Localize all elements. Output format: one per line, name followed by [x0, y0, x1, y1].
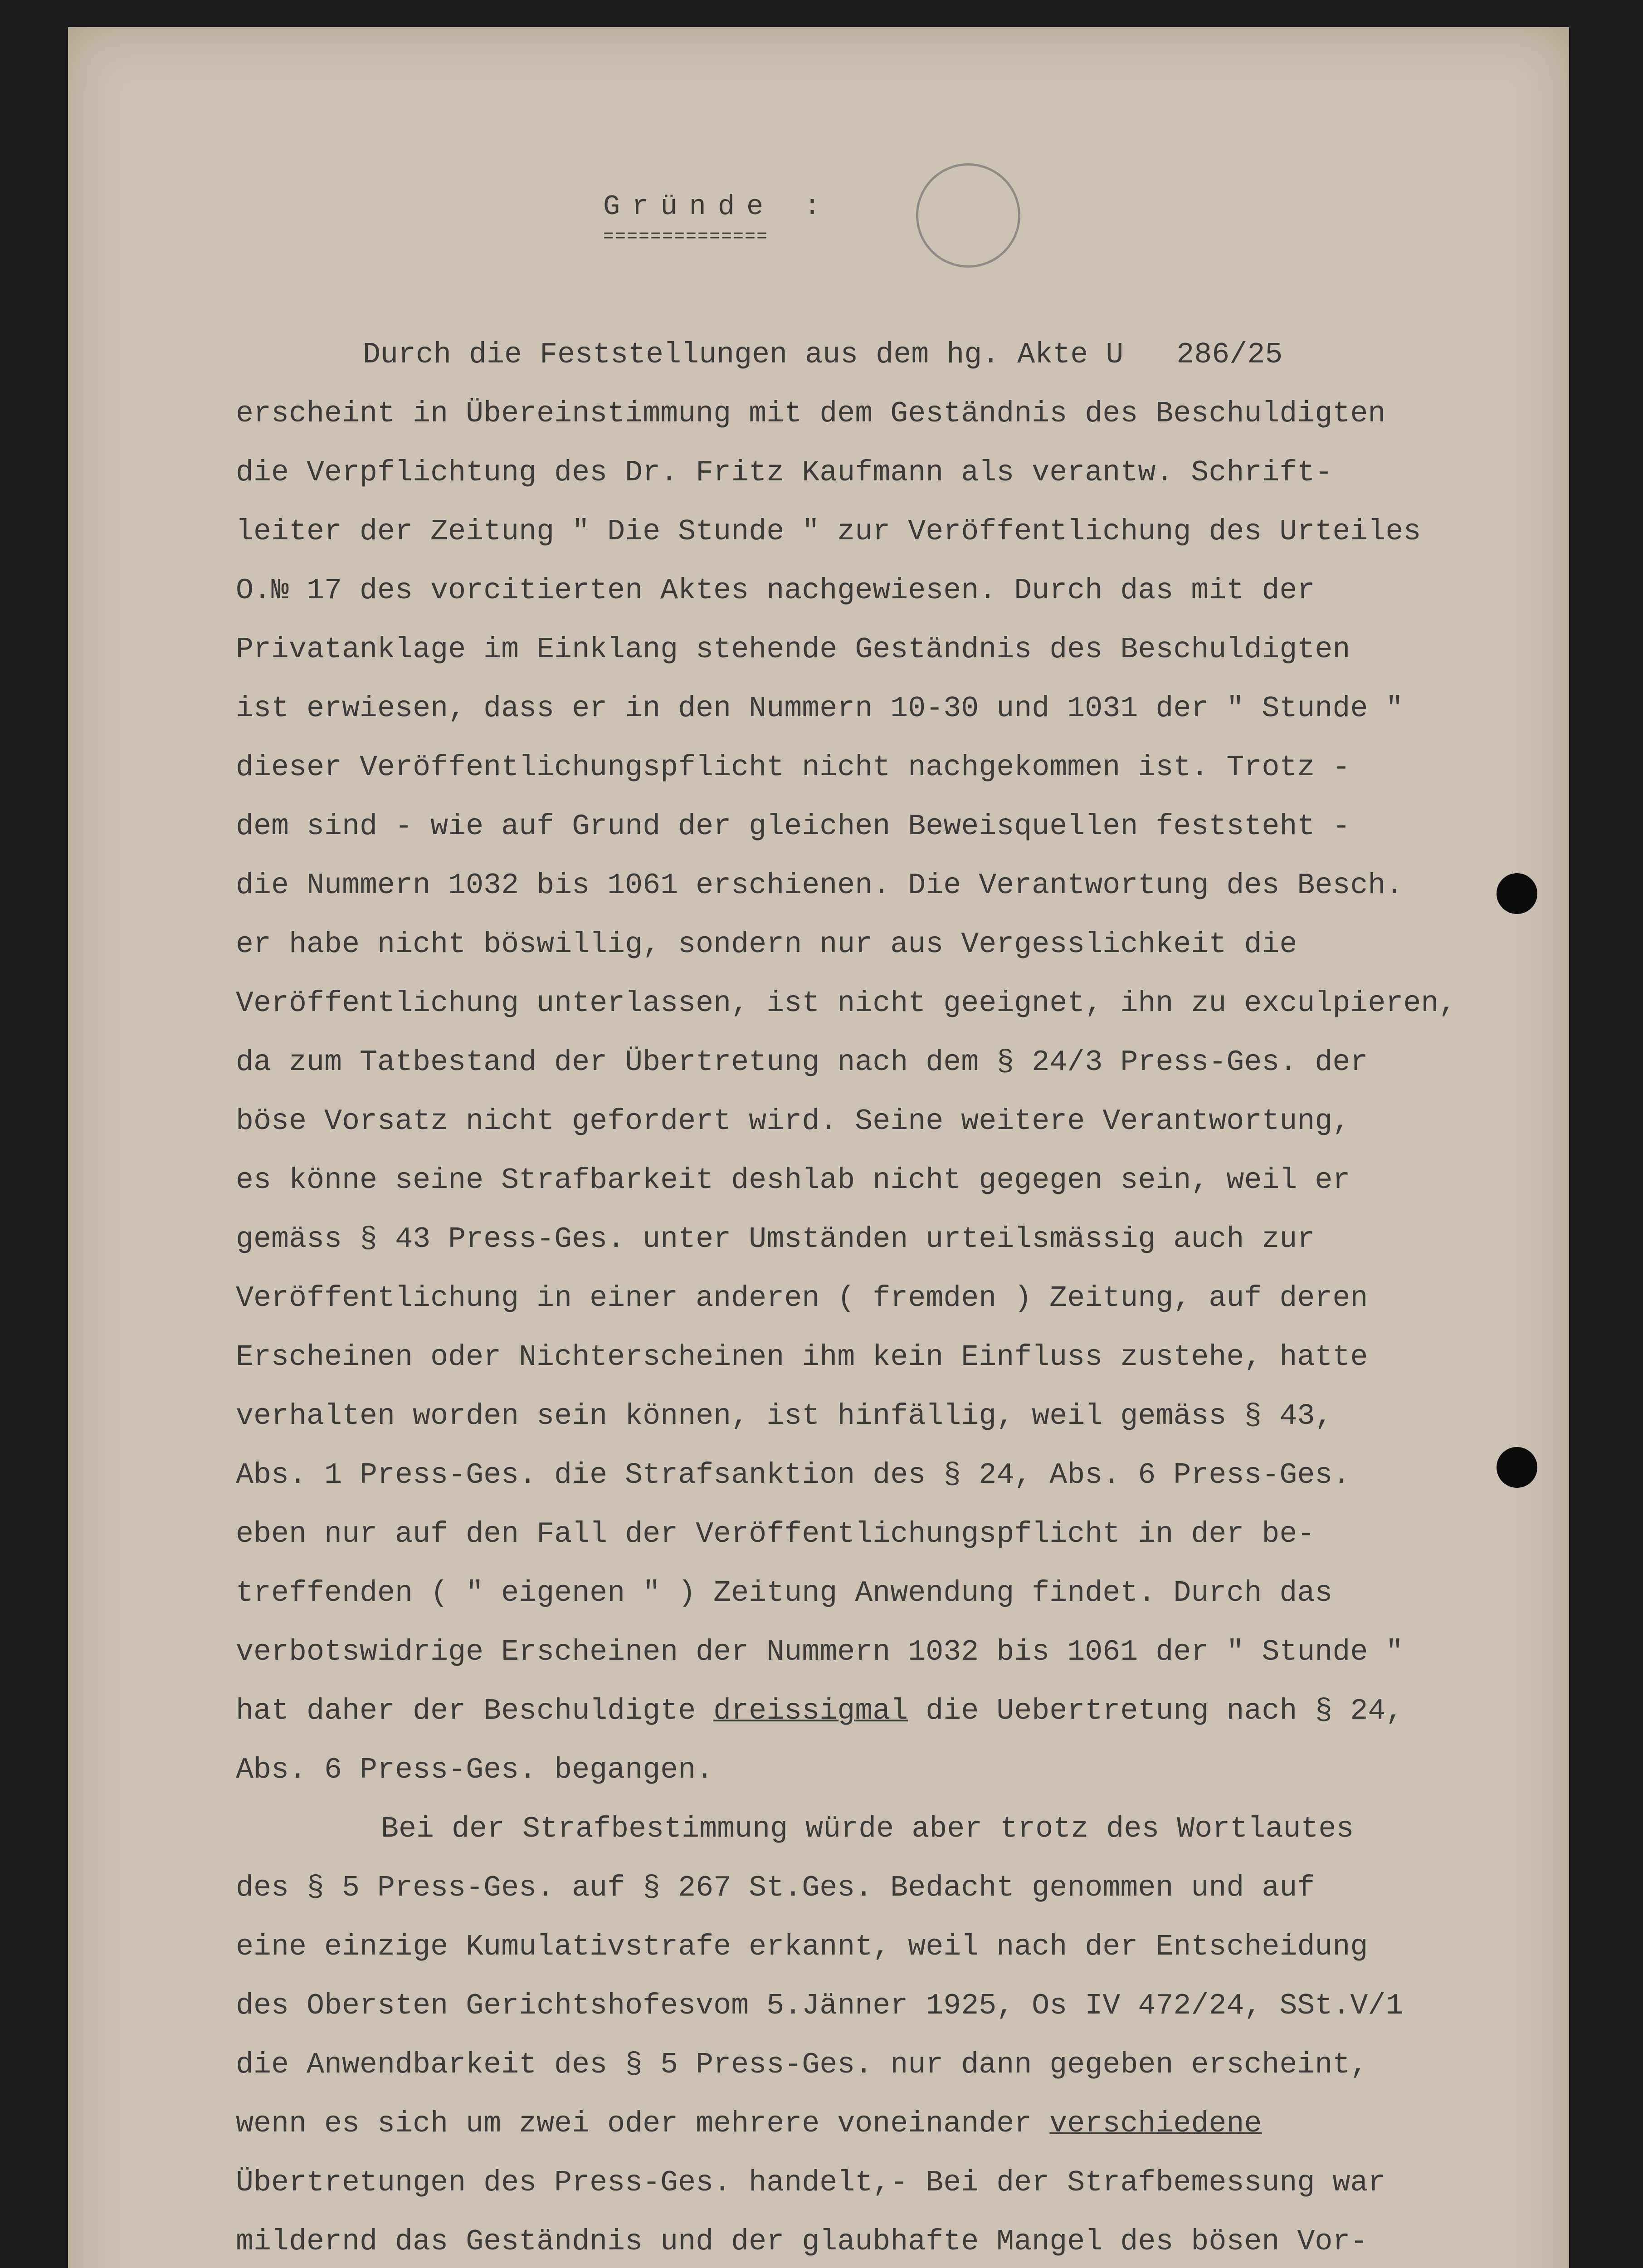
text-line: gemäss § 43 Press-Ges. unter Umständen urteilsmässig auch zur [236, 1222, 1315, 1256]
text-line: Erscheinen oder Nichterscheinen ihm kein Einfluss zustehe, hatte [236, 1340, 1368, 1374]
text-line: eine einzige Kumulativstrafe erkannt, weil nach der Entscheidung [236, 1930, 1368, 1964]
text-line: O.№ 17 des vorcitierten Aktes nachgewiesen. Durch das mit der [236, 574, 1315, 607]
text-line: des Obersten Gerichtshofesvom 5.Jänner 1925, Os IV 472/24, SSt.V/1 [236, 1989, 1404, 2023]
text-line: er habe nicht böswillig, sondern nur aus Vergesslichkeit die [236, 928, 1297, 961]
punch-hole [1497, 1447, 1537, 1488]
text-line: Privatanklage im Einklang stehende Geständnis des Beschuldigten [236, 633, 1350, 666]
underlined-word: verschiedene [1049, 2107, 1262, 2141]
text-line: Durch die Feststellungen aus dem hg. Akte U 286/25 [363, 338, 1283, 371]
text-line: verhalten worden sein können, ist hinfällig, weil gemäss § 43, [236, 1399, 1333, 1433]
text-line: des § 5 Press-Ges. auf § 267 St.Ges. Bedacht genommen und auf [236, 1871, 1315, 1905]
document-title: Gründe : [603, 191, 833, 223]
round-ink-stamp [916, 163, 1020, 268]
text-line: eben nur auf den Fall der Veröffentlichungspflicht in der be- [236, 1517, 1315, 1551]
text-line: Abs. 6 Press-Ges. begangen. [236, 1753, 714, 1787]
underlined-word: dreissigmal [713, 1694, 908, 1728]
text-line: leiter der Zeitung " Die Stunde " zur Veröffentlichung des Urteiles [236, 515, 1421, 548]
text-line: Übertretungen des Press-Ges. handelt,- Bei der Strafbemessung war [236, 2166, 1386, 2200]
text-line: erscheint in Übereinstimmung mit dem Geständnis des Beschuldigten [236, 397, 1386, 430]
text-line: Veröffentlichung in einer anderen ( fremden ) Zeitung, auf deren [236, 1281, 1368, 1315]
text-line: Bei der Strafbestimmung würde aber trotz des Wortlautes [381, 1812, 1354, 1846]
text-line: Veröffentlichung unterlassen, ist nicht geeignet, ihn zu exculpieren, [236, 987, 1457, 1020]
text-line: dem sind - wie auf Grund der gleichen Beweisquellen feststeht - [236, 810, 1350, 843]
text-line: die Verpflichtung des Dr. Fritz Kaufmann als verantw. Schrift- [236, 456, 1333, 489]
text-line: es könne seine Strafbarkeit deshlab nicht gegegen sein, weil er [236, 1163, 1350, 1197]
text-line: da zum Tatbestand der Übertretung nach dem § 24/3 Press-Ges. der [236, 1046, 1368, 1079]
punch-hole [1497, 873, 1537, 914]
text-line: böse Vorsatz nicht gefordert wird. Seine weitere Verantwortung, [236, 1105, 1350, 1138]
text-line: hat daher der Beschuldigte dreissigmal die Uebertretung nach § 24, [236, 1694, 1404, 1728]
text-line: wenn es sich um zwei oder mehrere voneinander verschiedene [236, 2107, 1262, 2141]
text-line: Abs. 1 Press-Ges. die Strafsanktion des § 24, Abs. 6 Press-Ges. [236, 1458, 1350, 1492]
document-page [68, 27, 1569, 2268]
text-line: ist erwiesen, dass er in den Nummern 10-30 und 1031 der " Stunde " [236, 692, 1404, 725]
text-line: die Nummern 1032 bis 1061 erschienen. Die Verantwortung des Besch. [236, 869, 1404, 902]
text-line: treffenden ( " eigenen " ) Zeitung Anwendung findet. Durch das [236, 1576, 1333, 1610]
text-line: mildernd das Geständnis und der glaubhafte Mangel des bösen Vor- [236, 2225, 1368, 2258]
text-line: verbotswidrige Erscheinen der Nummern 1032 bis 1061 der " Stunde " [236, 1635, 1404, 1669]
text-line: dieser Veröffentlichungspflicht nicht nachgekommen ist. Trotz - [236, 751, 1350, 784]
text-line: die Anwendbarkeit des § 5 Press-Ges. nur dann gegeben erscheint, [236, 2048, 1368, 2082]
title-underline-rule: ============== [603, 227, 769, 247]
